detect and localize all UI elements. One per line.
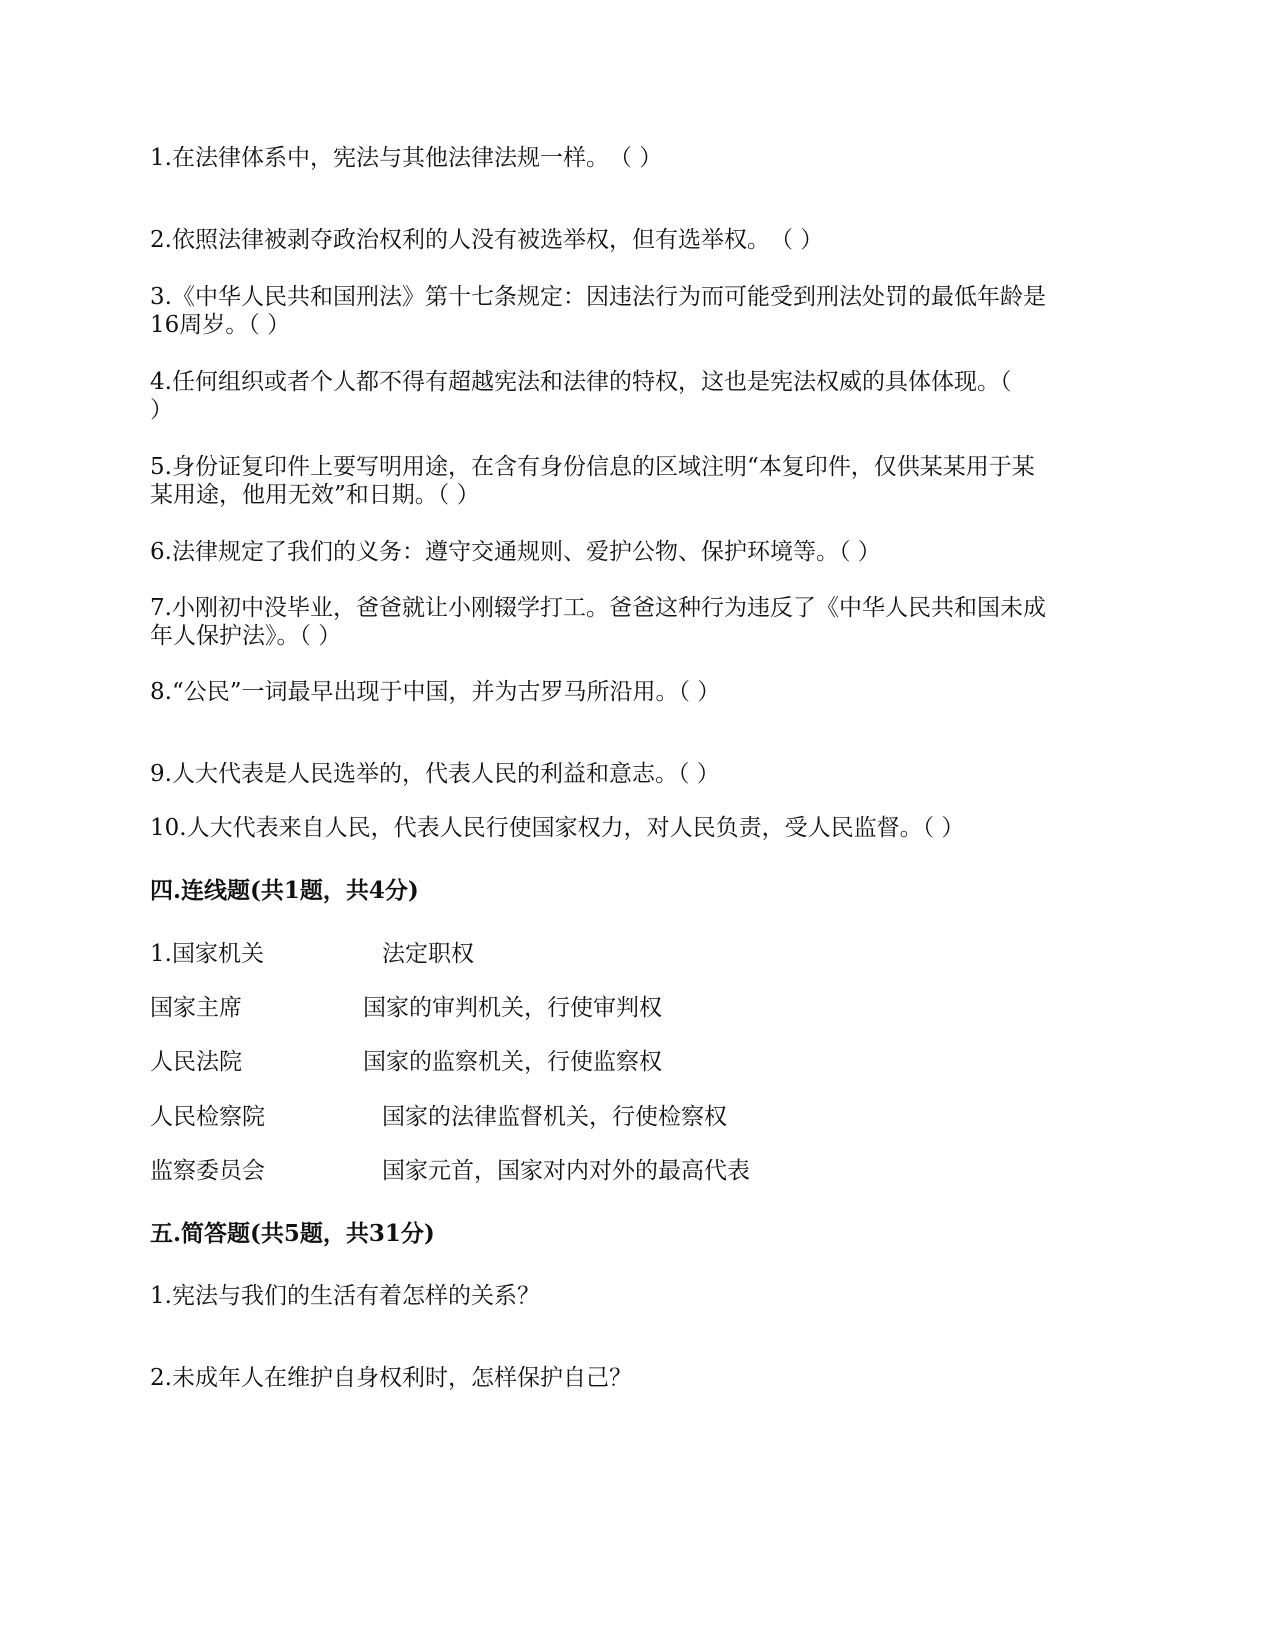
matching-right-1: 法定职权 xyxy=(382,941,474,967)
section-heading-short-answer: 五.简答题(共5题，共31分) xyxy=(150,1220,435,1247)
judgment-item-8: 8.“公民”一词最早出现于中国，并为古罗马所沿用。（ ） xyxy=(150,679,721,705)
matching-row-3 xyxy=(150,1046,1130,1078)
matching-right-3: 国家的监察机关，行使监察权 xyxy=(363,1049,662,1075)
judgment-item-7-line1: 7.小刚初中没毕业，爸爸就让小刚辍学打工。爸爸这种行为违反了《中华人民共和国未成 xyxy=(150,595,1046,621)
matching-row-2 xyxy=(150,992,1130,1024)
judgment-item-4-line1: 4.任何组织或者个人都不得有超越宪法和法律的特权，这也是宪法权威的具体体现。（ xyxy=(150,369,1012,395)
matching-row-4 xyxy=(150,1101,1130,1133)
judgment-item-6: 6.法律规定了我们的义务：遵守交通规则、爱护公物、保护环境等。（ ） xyxy=(150,539,881,565)
short-answer-item-1: 1.宪法与我们的生活有着怎样的关系？ xyxy=(150,1283,540,1309)
judgment-item-4-line2: ） xyxy=(150,397,173,423)
judgment-item-9: 9.人大代表是人民选举的，代表人民的利益和意志。（ ） xyxy=(150,761,720,787)
short-answer-item-2: 2.未成年人在维护自身权利时，怎样保护自己？ xyxy=(150,1365,632,1391)
matching-left-1: 1.国家机关 xyxy=(150,941,264,967)
matching-right-2: 国家的审判机关，行使审判权 xyxy=(363,995,662,1021)
judgment-item-3-line1: 3.《中华人民共和国刑法》第十七条规定：因违法行为而可能受到刑法处罚的最低年龄是 xyxy=(150,284,1046,310)
matching-right-4: 国家的法律监督机关，行使检察权 xyxy=(382,1104,727,1130)
judgment-item-10: 10.人大代表来自人民，代表人民行使国家权力，对人民负责，受人民监督。（ ） xyxy=(150,815,965,841)
judgment-item-5-line2: 某用途，他用无效”和日期。（ ） xyxy=(150,482,480,508)
judgment-item-2: 2.依照法律被剥夺政治权利的人没有被选举权，但有选举权。 （ ） xyxy=(150,227,824,253)
matching-right-5: 国家元首，国家对内对外的最高代表 xyxy=(382,1158,750,1184)
matching-left-3: 人民法院 xyxy=(150,1049,242,1075)
judgment-item-7-line2: 年人保护法》。（ ） xyxy=(150,623,342,649)
judgment-item-3-line2: 16周岁。（ ） xyxy=(150,312,291,338)
matching-row-5 xyxy=(150,1155,1130,1187)
matching-left-5: 监察委员会 xyxy=(150,1158,265,1184)
section-heading-matching: 四.连线题(共1题，共4分) xyxy=(150,877,419,904)
judgment-item-1: 1.在法律体系中，宪法与其他法律法规一样。 （ ） xyxy=(150,145,663,171)
judgment-item-5-line1: 5.身份证复印件上要写明用途，在含有身份信息的区域注明“本复印件，仅供某某用于某 xyxy=(150,454,1035,480)
matching-left-4: 人民检察院 xyxy=(150,1104,265,1130)
matching-row-1 xyxy=(150,938,1130,970)
matching-left-2: 国家主席 xyxy=(150,995,242,1021)
